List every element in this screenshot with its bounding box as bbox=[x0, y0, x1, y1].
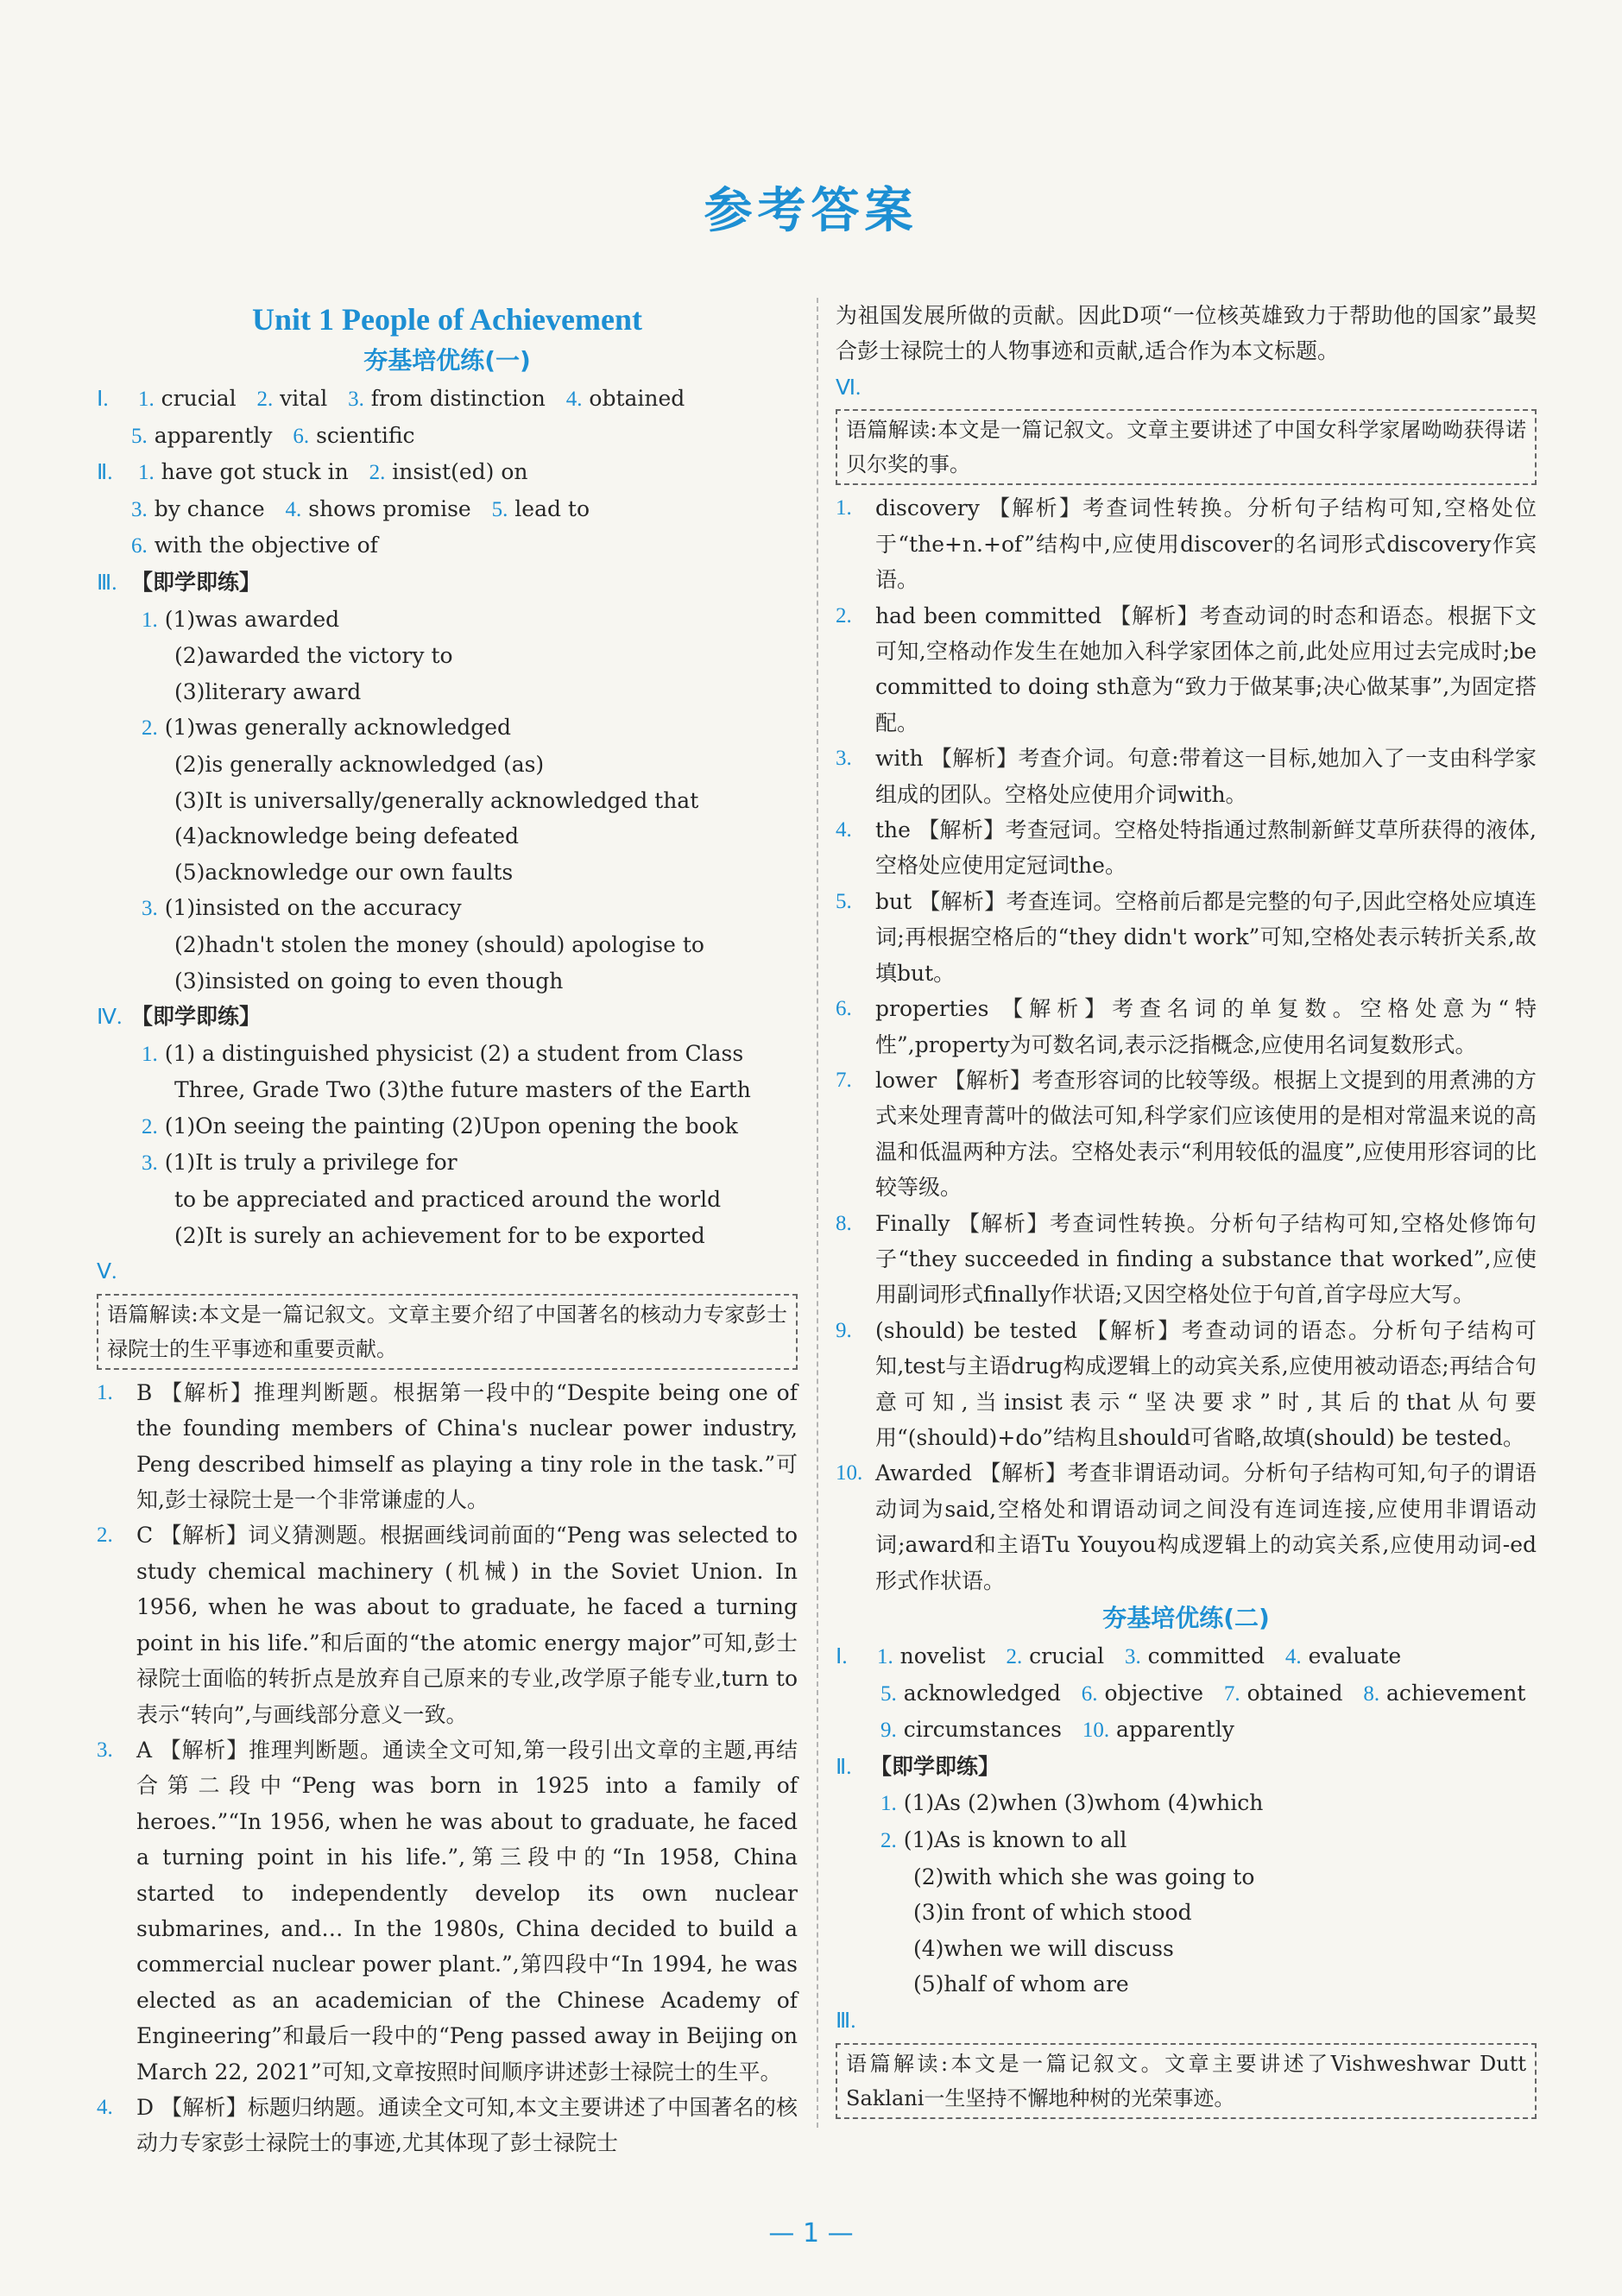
answer-item: 2. C 【解析】词义猜测题。根据画线词前面的“Peng was selected to study chemical machinery (机械) in the Soviet Union. In 1956, when he was about to graduate, he faced a turning point in his life.”和后面的“the atomic energy major”可知,彭士禄院士面临的转折点是放弃自己原来的专业,改学原子能专业,turn to表示“转向”,与画线部分意义一致。 bbox=[97, 1523, 798, 1727]
answer-line: (4)acknowledge being defeated bbox=[174, 823, 519, 849]
roman-numeral: Ⅰ. bbox=[836, 1645, 848, 1668]
roman-numeral: Ⅲ. bbox=[97, 571, 117, 595]
answer-line: (4)when we will discuss bbox=[913, 1935, 1174, 1961]
part-2-line-1: Ⅱ. 1. have got stuck in 2. insist(ed) on bbox=[97, 454, 798, 491]
answer-line: Three, Grade Two (3)the future masters of the Earth bbox=[174, 1077, 751, 1103]
continued-text: 为祖国发展所做的贡献。因此D项“一位核英雄致力于帮助他的国家”最契合彭士禄院士的人物事迹和贡献,适合作为本文标题。 bbox=[836, 303, 1537, 364]
answer-item: 5. but 【解析】考查连词。空格前后都是完整的句子,因此空格处应填连词;再根据空格后的“they didn't work”可知,空格处表示转折关系,故填but。 bbox=[836, 888, 1537, 986]
s2-part-2-q1: 1. (1)As (2)when (3)whom (4)which bbox=[880, 1790, 1264, 1816]
answer-line: (2)awarded the victory to bbox=[174, 643, 453, 669]
passage-summary-box: 语篇解读:本文是一篇记叙文。文章主要讲述了Vishweshwar Dutt Saklani一生坚持不懈地种树的光荣事迹。 bbox=[836, 2043, 1537, 2119]
part-5-header bbox=[97, 1253, 798, 1290]
roman-numeral: Ⅱ. bbox=[97, 461, 113, 485]
answer-line: (2)with which she was going to bbox=[913, 1864, 1255, 1889]
answer-item: 7. lower 【解析】考查形容词的比较等级。根据上文提到的用煮沸的方式来处理青蒿叶的做法可知,科学家们应该使用的是相对常温来说的高温和低温两种方法。空格处表示“利用较低的温度”,应使用形容词的比较等级。 bbox=[836, 1067, 1537, 1201]
answer-line: to be appreciated and practiced around the world bbox=[174, 1187, 722, 1213]
answer-line: (2)is generally acknowledged (as) bbox=[174, 751, 545, 777]
s2-part-3-header bbox=[836, 2003, 1537, 2040]
part-4-q3: 3. (1)It is truly a privilege for bbox=[142, 1150, 458, 1176]
roman-numeral: Ⅵ. bbox=[836, 375, 861, 400]
column-divider bbox=[817, 298, 818, 2128]
answer-line: (5)acknowledge our own faults bbox=[174, 859, 514, 885]
answer-line: (5)half of whom are bbox=[913, 1971, 1129, 1997]
part-3-q1: 1. (1)was awarded bbox=[142, 606, 340, 632]
part-3-q2: 2. (1)was generally acknowledged bbox=[142, 715, 512, 741]
passage-summary-box: 语篇解读:本文是一篇记叙文。文章主要介绍了中国著名的核动力专家彭士禄院士的生平事迹和重要贡献。 bbox=[97, 1294, 798, 1370]
s2-part-1-line-2: 5. acknowledged 6. objective 7. obtained 8. achievement bbox=[880, 1680, 1526, 1706]
answer-item: 4. the 【解析】考查冠词。空格处特指通过熬制新鲜艾草所获得的液体,空格处应使用定冠词the。 bbox=[836, 817, 1537, 879]
answer-line: (3)literary award bbox=[174, 678, 362, 704]
answer-line: (2)hadn't stolen the money (should) apologise to bbox=[174, 931, 704, 957]
answer-line: (3)insisted on going to even though bbox=[174, 968, 564, 993]
part-1-line-1: Ⅰ. 1. crucial 2. vital 3. from distinction 4. obtained bbox=[97, 381, 798, 418]
answer-line: (3)It is universally/generally acknowledged that bbox=[174, 787, 699, 813]
roman-numeral: Ⅴ. bbox=[97, 1260, 117, 1284]
s2-part-1-line-3: 9. circumstances 10. apparently bbox=[880, 1717, 1234, 1743]
answer-item: 10. Awarded 【解析】考查非谓语动词。分析句子结构可知,句子的谓语动词为said,空格处和谓语动词之间没有连词连接,应使用非谓语动词;award和主语Tu Youyou构成逻辑上的动宾关系,应使用动词-ed形式作状语。 bbox=[836, 1460, 1537, 1593]
part-2-line-3: 6. with the objective of bbox=[131, 533, 378, 558]
answer-item: 3. A 【解析】推理判断题。通读全文可知,第一段引出文章的主题,再结合第二段中“Peng was born in 1925 into a family of heroes.”“In 1956, when he was about to graduate, he faced a turning point in his life.”,第三段中的“In 1958, China started to independently develop its own nuclear submarines, and… In the 1980s, China decided to build a commercial nuclear power plant.”,第四段中“In 1994, he was elected as an academician of the Chinese Academy of Engineering”和最后一段中的“Peng passed away in Beijing on March 22, 2021”可知,文章按照时间顺序讲述彭士禄院士的生平。 bbox=[97, 1737, 798, 2085]
answer-item: 8. Finally 【解析】考查词性转换。分析句子结构可知,空格处修饰句子“they succeeded in finding a substance that worked”,应使用副词形式finally作状语;又因空格处位于句首,首字母应大写。 bbox=[836, 1210, 1537, 1308]
part-2-line-2: 3. by chance 4. shows promise 5. lead to bbox=[131, 495, 590, 521]
answer-item: 1. B 【解析】推理判断题。根据第一段中的“Despite being one of the founding members of China's nuclear power industry, Peng described himself as playing a tiny role in the task.”可知,彭士禄院士是一个非常谦虚的人。 bbox=[97, 1379, 798, 1513]
answer-item: 3. with 【解析】考查介词。句意:带着这一目标,她加入了一支由科学家组成的团队。空格处应使用介词with。 bbox=[836, 746, 1537, 807]
part-3-q3: 3. (1)insisted on the accuracy bbox=[142, 895, 462, 921]
passage-summary-box: 语篇解读:本文是一篇记叙文。文章主要讲述了中国女科学家屠呦呦获得诺贝尔奖的事。 bbox=[836, 409, 1537, 485]
s2-part-1-line-1: Ⅰ. 1. novelist 2. crucial 3. committed 4. evaluate bbox=[836, 1638, 1537, 1675]
answer-item: 6. properties 【解析】考查名词的单复数。空格处意为“特性”,property为可数名词,表示泛指概念,应使用名词复数形式。 bbox=[836, 996, 1537, 1057]
answer-item: 9. (should) be tested 【解析】考查动词的语态。分析句子结构可知,test与主语drug构成逻辑上的动宾关系,应使用被动语态;再结合句意可知,当insist表示“坚决要求”时,其后的that从句要用“(should)+do”结构且should可省略,故填(should) be tested。 bbox=[836, 1317, 1537, 1450]
section-title: 夯基培优练(一) bbox=[363, 346, 531, 375]
answer-item: 1. discovery 【解析】考查词性转换。分析句子结构可知,空格处位于“the+n.+of”结构中,应使用discover的名词形式discovery作宾语。 bbox=[836, 495, 1537, 593]
page-title: 参考答案 bbox=[704, 183, 918, 239]
right-column bbox=[836, 298, 1537, 2124]
part-4-q2: 2. (1)On seeing the painting (2)Upon opening the book bbox=[142, 1113, 738, 1139]
answer-line: (3)in front of which stood bbox=[913, 1900, 1192, 1926]
unit-title: Unit 1 People of Achievement bbox=[252, 302, 642, 337]
part-3-header: Ⅲ. 【即学即练】 bbox=[97, 565, 798, 602]
roman-numeral: Ⅱ. bbox=[836, 1755, 852, 1779]
part-4-q1: 1. (1) a distinguished physicist (2) a student from Class bbox=[142, 1040, 744, 1066]
section-title: 夯基培优练(二) bbox=[1102, 1604, 1270, 1632]
part-4-header: Ⅳ. 【即学即练】 bbox=[97, 999, 798, 1036]
roman-numeral: Ⅰ. bbox=[97, 388, 109, 411]
s2-part-2-q2: 2. (1)As is known to all bbox=[880, 1826, 1127, 1852]
roman-numeral: Ⅲ. bbox=[836, 2009, 856, 2033]
answer-item: 2. had been committed 【解析】考查动词的时态和语态。根据下文可知,空格动作发生在她加入科学家团体之前,此处应用过去完成时;be committed to doing sth意为“致力于做某事;决心做某事”,为固定搭配。 bbox=[836, 602, 1537, 735]
page-number: — 1 — bbox=[768, 2218, 854, 2249]
answer-item: 4. D 【解析】标题归纳题。通读全文可知,本文主要讲述了中国著名的核动力专家彭士禄院士的事迹,尤其体现了彭士禄院士 bbox=[97, 2094, 798, 2156]
roman-numeral: Ⅳ. bbox=[97, 1006, 123, 1030]
answer-line: (2)It is surely an achievement for to be exported bbox=[174, 1222, 705, 1248]
part-1-line-2: 5. apparently 6. scientific bbox=[131, 422, 415, 448]
s2-part-2-header: Ⅱ. 【即学即练】 bbox=[836, 1749, 1537, 1786]
part-6-header bbox=[836, 369, 1537, 407]
left-column bbox=[97, 298, 798, 2161]
